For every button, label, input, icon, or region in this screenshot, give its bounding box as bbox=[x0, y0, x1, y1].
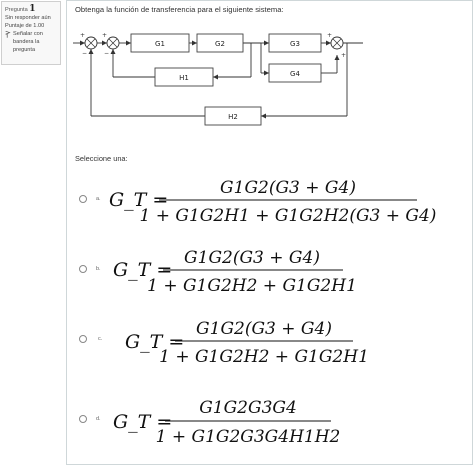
sign-label: − bbox=[104, 50, 110, 57]
block-diagram bbox=[67, 21, 472, 131]
question-score: Puntaje de 1.00 bbox=[5, 23, 45, 29]
block-h1-label: H1 bbox=[179, 74, 189, 82]
formula-denominator: 1 + G1G2H2 + G1G2H1 bbox=[159, 347, 369, 367]
block-g1-label: G1 bbox=[155, 40, 165, 48]
formula-numerator: G1G2(G3 + G4) bbox=[196, 319, 332, 339]
block-g3-label: G3 bbox=[290, 40, 300, 48]
question-content bbox=[66, 0, 473, 465]
answer-option-d[interactable] bbox=[67, 389, 472, 451]
flag-question-link[interactable] bbox=[5, 30, 57, 54]
question-label: Pregunta bbox=[5, 7, 28, 13]
option-letter: d. bbox=[96, 416, 101, 422]
radio-button[interactable] bbox=[79, 265, 87, 273]
option-letter: a. bbox=[96, 196, 101, 202]
sign-label: + bbox=[341, 52, 347, 59]
formula-numerator: G1G2G3G4 bbox=[199, 398, 297, 418]
option-letter: b. bbox=[96, 266, 101, 272]
answer-option-b[interactable] bbox=[67, 239, 472, 297]
formula-numerator: G1G2(G3 + G4) bbox=[184, 248, 320, 268]
formula-lhs: G_T = bbox=[125, 331, 185, 353]
option-formula bbox=[107, 389, 472, 451]
option-formula bbox=[107, 239, 472, 297]
option-formula bbox=[107, 309, 472, 367]
block-g2-label: G2 bbox=[215, 40, 225, 48]
option-formula bbox=[107, 169, 472, 227]
radio-button[interactable] bbox=[79, 335, 87, 343]
sign-label: + bbox=[327, 32, 333, 39]
question-info-panel bbox=[1, 1, 61, 65]
answer-option-a[interactable] bbox=[67, 169, 472, 227]
formula-lhs: G_T = bbox=[113, 411, 173, 433]
flag-question-label: Señalar con bandera la pregunta bbox=[13, 31, 43, 53]
formula-denominator: 1 + G1G2H1 + G1G2H2(G3 + G4) bbox=[139, 206, 437, 226]
option-letter: c. bbox=[98, 336, 103, 342]
flag-icon bbox=[5, 31, 11, 38]
sign-label: + bbox=[102, 32, 108, 39]
formula-numerator: G1G2(G3 + G4) bbox=[220, 178, 356, 198]
radio-button[interactable] bbox=[79, 415, 87, 423]
answer-option-c[interactable] bbox=[67, 309, 472, 367]
question-header bbox=[5, 5, 57, 14]
formula-lhs: G_T = bbox=[113, 259, 173, 281]
select-one-label: Seleccione una: bbox=[75, 154, 128, 163]
question-number: 1 bbox=[29, 4, 36, 14]
radio-button[interactable] bbox=[79, 195, 87, 203]
block-h2-label: H2 bbox=[228, 113, 238, 121]
sign-label: + bbox=[80, 32, 86, 39]
sign-label: − bbox=[82, 50, 88, 57]
formula-denominator: 1 + G1G2G3G4H1H2 bbox=[155, 427, 341, 447]
question-status: Sin responder aún bbox=[5, 15, 51, 21]
block-g4-label: G4 bbox=[290, 70, 300, 78]
question-prompt: Obtenga la función de transferencia para el siguiente sistema: bbox=[75, 5, 284, 14]
formula-lhs: G_T = bbox=[109, 189, 169, 211]
formula-denominator: 1 + G1G2H2 + G1G2H1 bbox=[147, 276, 357, 296]
